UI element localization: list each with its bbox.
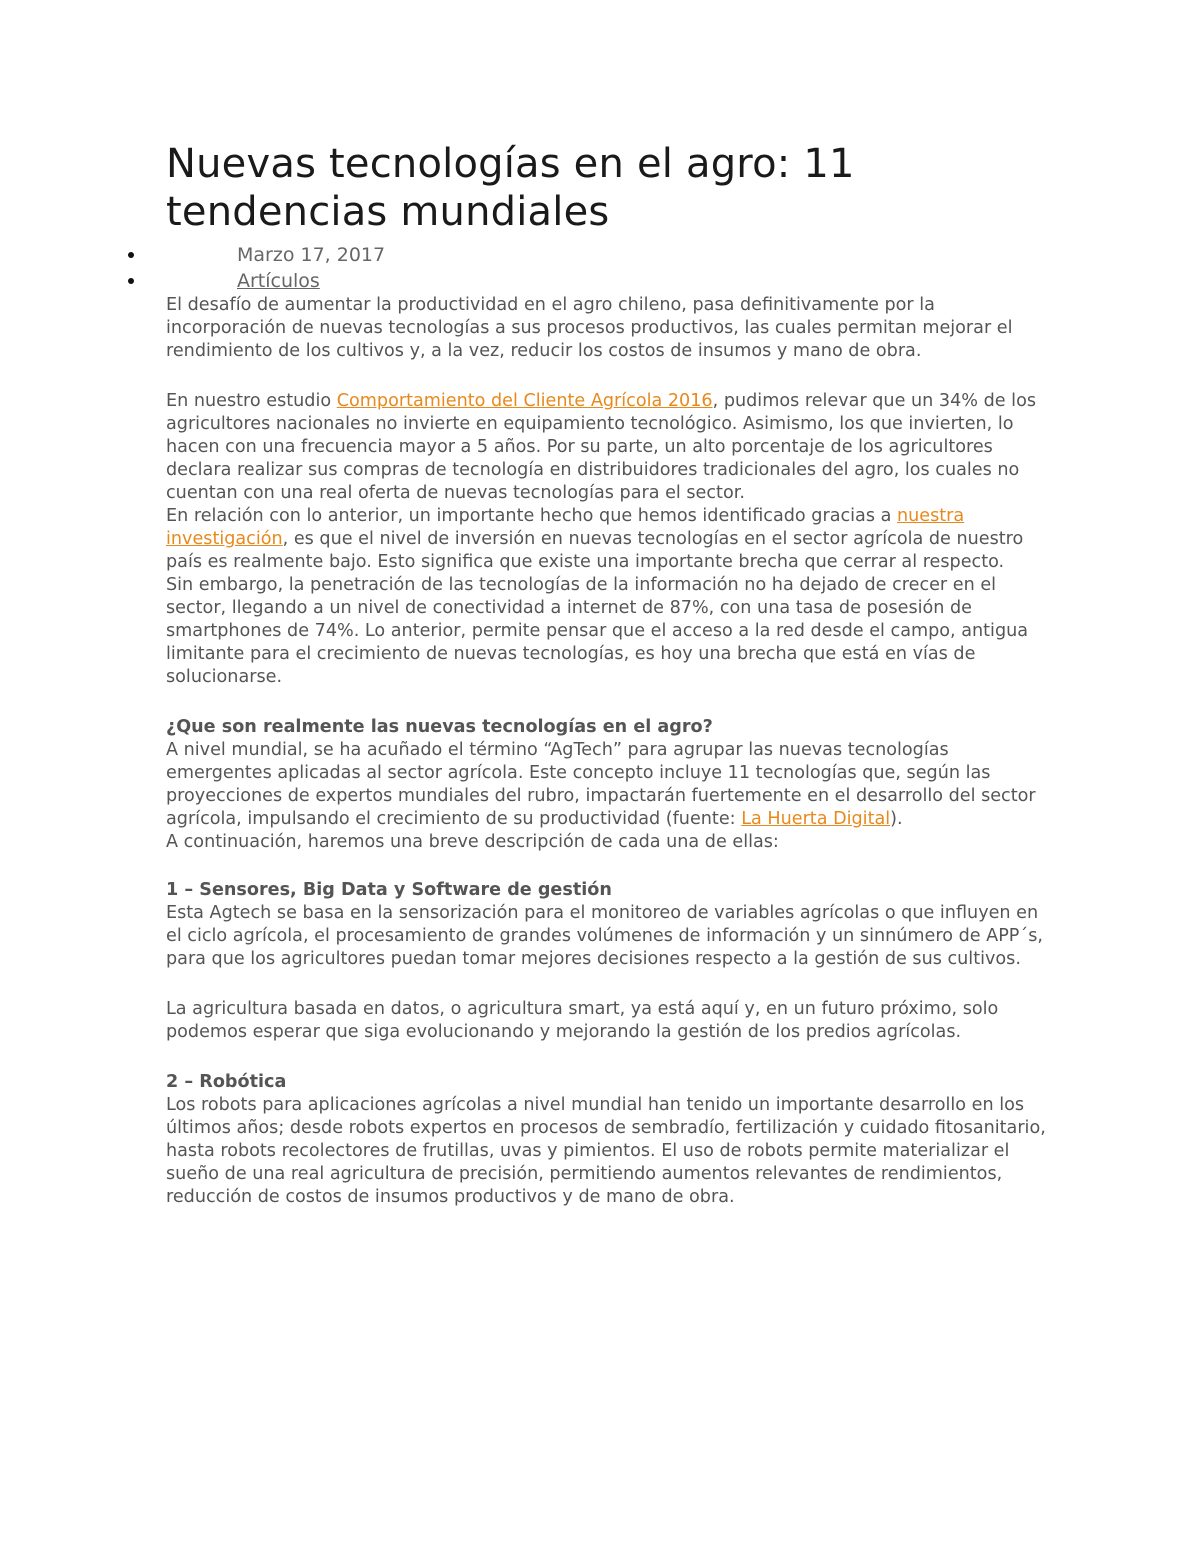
text-segment: ). <box>890 809 903 829</box>
text-segment: En nuestro estudio <box>166 391 337 411</box>
study-paragraph <box>166 390 1046 505</box>
spacer <box>166 689 1046 716</box>
robotica-paragraph: Los robots para aplicaciones agrícolas a nivel mundial han tenido un importante desarrollo en los últimos años; desde robots expertos en procesos de sembradío, fertilización y cuidado fitosanitario, hasta robots recolectores de frutillas, uvas y pimientos. El uso de robots permite materializar el sueño de una real agricultura de precisión, permitiendo aumentos relevantes de rendimientos, reducción de costos de insumos productivos y de mano de obra. <box>166 1095 1046 1207</box>
connectivity-paragraph: Sin embargo, la penetración de las tecnologías de la información no ha dejado de crecer en el sector, llegando a un nivel de conectividad a internet de 87%, con una tasa de posesión de smartphones de 74%. Lo anterior, permite pensar que el acceso a la red desde el campo, antigua limitante para el crecimiento de nuevas tecnologías, es hoy una brecha que está en vías de solucionarse. <box>166 575 1029 687</box>
bullet-icon <box>128 278 134 284</box>
text-segment: , pudimos relevar que un 34% de los agricultores nacionales no invierte en equipamiento tecnológico. Asimismo, los que invierten, lo hacen con una frecuencia mayor a 5 años. Por su parte, un alto porcentaje de los agricultores declara realizar sus compras de tecnología en distribuidores tradicionales del agro, los cuales no cuentan con una real oferta de nuevas tecnologías para el sector. <box>166 391 1036 503</box>
article <box>166 140 1046 1209</box>
huerta-digital-link[interactable]: La Huerta Digital <box>741 809 891 829</box>
article-title: Nuevas tecnologías en el agro: 11 tendencias mundiales <box>166 141 855 235</box>
agtech-paragraph <box>166 739 1046 831</box>
bullet-icon <box>128 252 134 258</box>
section-heading-sensores: 1 – Sensores, Big Data y Software de gestión <box>166 880 612 900</box>
spacer <box>166 971 1046 998</box>
text-segment: , es que el nivel de inversión en nuevas tecnologías en el sector agrícola de nuestro país es realmente bajo. Esto significa que existe una importante brecha que cerrar al respecto. <box>166 529 1024 572</box>
study-link[interactable]: Comportamiento del Cliente Agrícola 2016 <box>336 391 713 411</box>
spacer <box>166 854 1046 879</box>
continuation-paragraph: A continuación, haremos una breve descripción de cada una de ellas: <box>166 832 779 852</box>
article-meta <box>166 242 1046 294</box>
spacer <box>166 363 1046 390</box>
smart-agriculture-paragraph: La agricultura basada en datos, o agricultura smart, ya está aquí y, en un futuro próximo, solo podemos esperar que siga evolucionando y mejorando la gestión de los predios agrícolas. <box>166 999 999 1042</box>
meta-date <box>166 242 1046 268</box>
investigation-paragraph <box>166 505 1046 574</box>
investigation-link[interactable]: nuestra investigación <box>166 506 965 549</box>
category-link[interactable]: Artículos <box>237 270 320 292</box>
section-heading-robotica: 2 – Robótica <box>166 1072 287 1092</box>
section-heading-que-son: ¿Que son realmente las nuevas tecnologías en el agro? <box>166 717 713 737</box>
intro-paragraph: El desafío de aumentar la productividad en el agro chileno, pasa definitivamente por la incorporación de nuevas tecnologías a sus procesos productivos, las cuales permitan mejorar el rendimiento de los cultivos y, a la vez, reducir los costos de insumos y mano de obra. <box>166 295 1013 361</box>
spacer <box>166 1044 1046 1071</box>
text-segment: En relación con lo anterior, un importante hecho que hemos identificado gracias a <box>166 506 897 526</box>
article-date: Marzo 17, 2017 <box>237 244 386 266</box>
text-segment: A nivel mundial, se ha acuñado el término “AgTech” para agrupar las nuevas tecnologías emergentes aplicadas al sector agrícola. Este concepto incluye 11 tecnologías que, según las proyecciones de expertos mundiales del rubro, impactarán fuertemente en el desarrollo del sector agrícola, impulsando el crecimiento de su productividad (fuente: <box>166 740 1036 829</box>
meta-category <box>166 268 1046 294</box>
sensores-paragraph: Esta Agtech se basa en la sensorización para el monitoreo de variables agrícolas o que influyen en el ciclo agrícola, el procesamiento de grandes volúmenes de información y un sinnúmero de APP´s, para que los agricultores puedan tomar mejores decisiones respecto a la gestión de sus cultivos. <box>166 903 1043 969</box>
